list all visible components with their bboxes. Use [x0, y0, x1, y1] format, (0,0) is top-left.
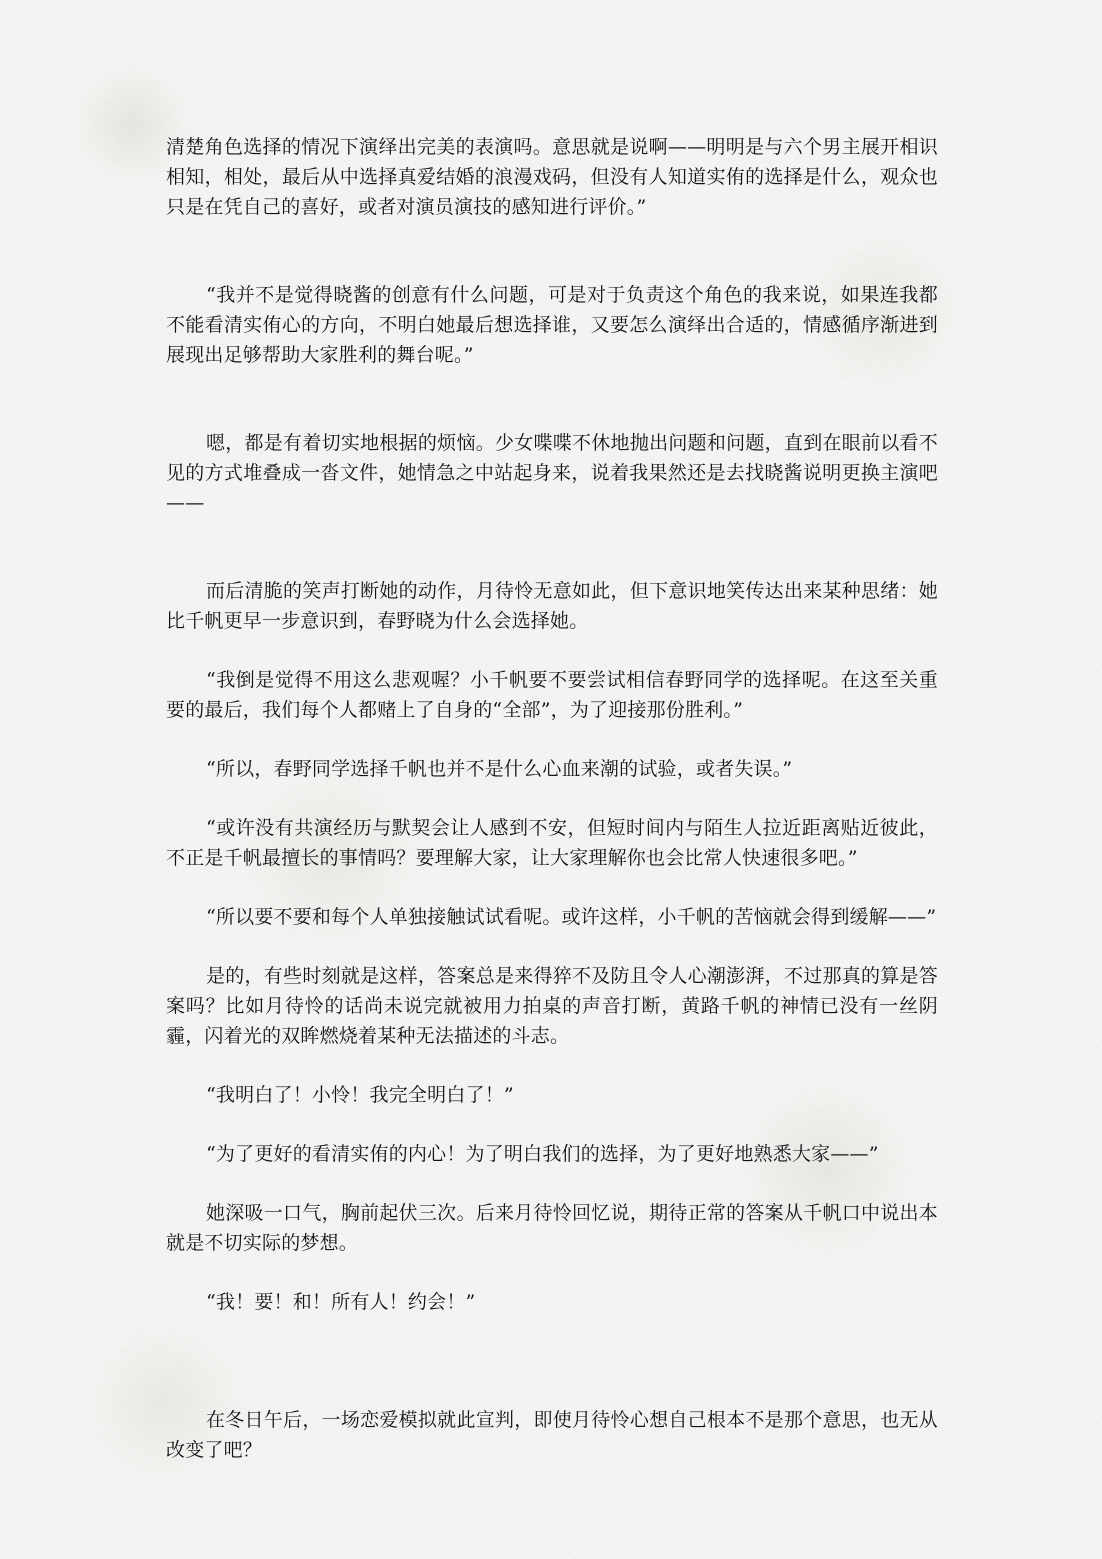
paragraph-2: “我并不是觉得晓酱的创意有什么问题，可是对于负责这个角色的我来说，如果连我都不能看清实侑心的方向，不明白她最后想选择谁，又要怎么演绎出合适的，情感循序渐进到展现出足够帮助大家胜利的舞台呢。”	[166, 284, 938, 366]
paragraph-9: 是的，有些时刻就是这样，答案总是来得猝不及防且令人心潮澎湃，不过那真的算是答案吗？比如月待怜的话尚未说完就被用力拍桌的声音打断，黄路千帆的神情已没有一丝阴霾，闪着光的双眸燃烧着某种无法描述的斗志。	[166, 965, 938, 1047]
paragraph-8: “所以要不要和每个人单独接触试试看呢。或许这样，小千帆的苦恼就会得到缓解——”	[206, 906, 937, 928]
paragraph-12: 她深吸一口气，胸前起伏三次。后来月待怜回忆说，期待正常的答案从千帆口中说出本就是不切实际的梦想。	[166, 1202, 938, 1254]
paragraph-14: 在冬日午后，一场恋爱模拟就此宣判，即使月待怜心想自己根本不是那个意思，也无从改变了吧？	[166, 1409, 938, 1461]
page-body	[166, 132, 938, 1465]
paragraph-3: 嗯，都是有着切实地根据的烦恼。少女喋喋不休地抛出问题和问题，直到在眼前以看不见的方式堆叠成一沓文件，她情急之中站起身来，说着我果然还是去找晓酱说明更换主演吧——	[166, 432, 938, 514]
paragraph-4: 而后清脆的笑声打断她的动作，月待怜无意如此，但下意识地笑传达出来某种思绪：她比千帆更早一步意识到，春野晓为什么会选择她。	[166, 580, 938, 632]
paragraph-7: “或许没有共演经历与默契会让人感到不安，但短时间内与陌生人拉近距离贴近彼此，不正是千帆最擅长的事情吗？要理解大家，让大家理解你也会比常人快速很多吧。”	[166, 817, 938, 869]
paragraph-6: “所以，春野同学选择千帆也并不是什么心血来潮的试验，或者失误。”	[206, 758, 793, 780]
paragraph-5: “我倒是觉得不用这么悲观喔？小千帆要不要尝试相信春野同学的选择呢。在这至关重要的最后，我们每个人都赌上了自身的“全部”，为了迎接那份胜利。”	[166, 669, 938, 721]
paragraph-11: “为了更好的看清实侑的内心！为了明白我们的选择，为了更好地熟悉大家——”	[206, 1143, 879, 1165]
paragraph-13: “我！要！和！所有人！约会！”	[206, 1291, 476, 1313]
paragraph-1: 清楚角色选择的情况下演绎出完美的表演吗。意思就是说啊——明明是与六个男主展开相识相知，相处，最后从中选择真爱结婚的浪漫戏码，但没有人知道实侑的选择是什么，观众也只是在凭自己的喜好，或者对演员演技的感知进行评价。”	[166, 136, 938, 218]
paragraph-10: “我明白了！小怜！我完全明白了！”	[206, 1084, 514, 1106]
